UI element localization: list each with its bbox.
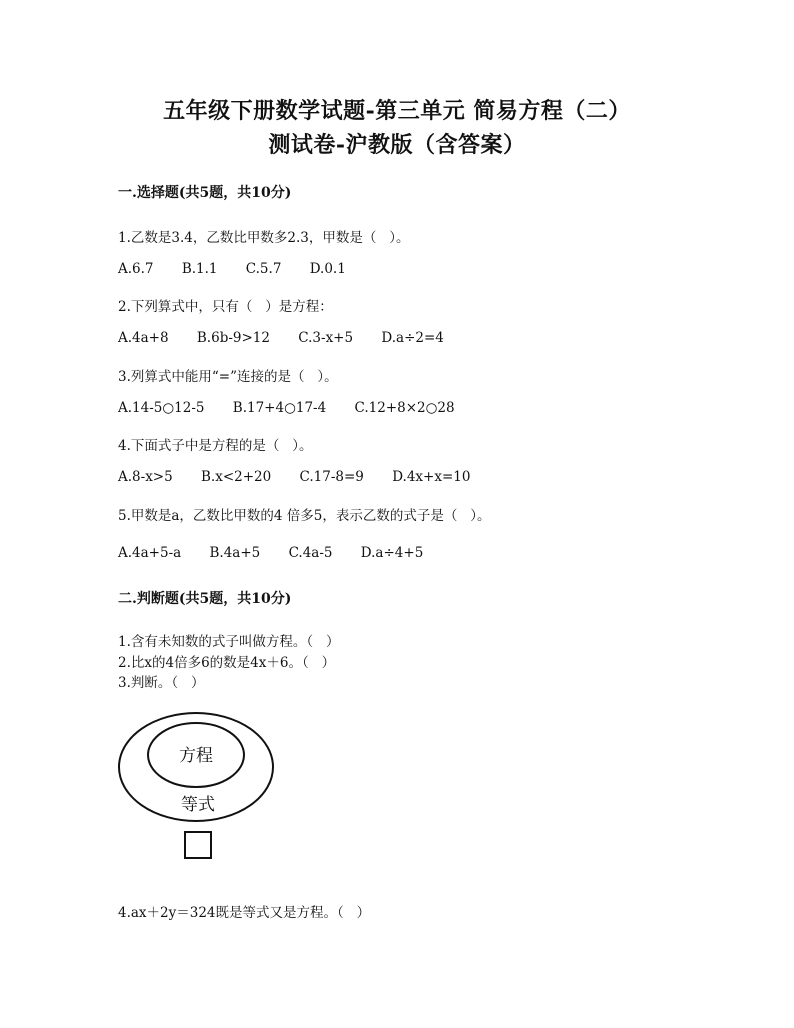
question-text: 4.下面式子中是方程的是（ ）。 — [118, 438, 313, 454]
option-b[interactable]: B.4a+5 — [209, 545, 261, 561]
question-options — [118, 545, 447, 561]
option-a[interactable]: A.4a+8 — [118, 330, 169, 346]
option-a[interactable]: A.6.7 — [118, 261, 154, 277]
option-a[interactable]: A.8-x>5 — [118, 469, 173, 485]
question-text: 1.含有未知数的式子叫做方程。（ ） — [118, 634, 340, 650]
inner-label: 方程 — [179, 746, 213, 766]
set-relationship-diagram — [116, 712, 284, 868]
option-d[interactable]: D.0.1 — [309, 261, 346, 277]
question-text: 4.ax＋2y＝324既是等式又是方程。（ ） — [118, 905, 371, 921]
option-b[interactable]: B.1.1 — [181, 261, 218, 277]
question-text: 2.下列算式中，只有（ ）是方程： — [118, 299, 333, 315]
question-text: 3.列算式中能用“=”连接的是（ ）。 — [118, 369, 338, 385]
option-d[interactable]: D.a÷2=4 — [381, 330, 444, 346]
answer-box — [185, 832, 211, 858]
question-text: 2.比x的4倍多6的数是4x＋6。（ ） — [118, 655, 336, 671]
option-d[interactable]: D.a÷4+5 — [360, 545, 424, 561]
option-b[interactable]: B.17+4○17-4 — [232, 400, 327, 416]
section-heading-true-false: 二.判断题(共5题，共10分) — [118, 591, 292, 607]
outer-label: 等式 — [181, 795, 215, 815]
question-options — [118, 261, 370, 277]
document-title-line-1: 五年级下册数学试题-第三单元 简易方程（二） — [163, 98, 631, 124]
option-a[interactable]: A.4a+5-a — [118, 545, 182, 561]
option-a[interactable]: A.14-5○12-5 — [118, 400, 205, 416]
question-text: 5.甲数是a，乙数比甲数的4 倍多5，表示乙数的式子是（ ）。 — [118, 508, 491, 524]
option-c[interactable]: C.12+8×2○28 — [354, 400, 455, 416]
section-heading-multiple-choice: 一.选择题(共5题，共10分) — [118, 185, 292, 201]
option-b[interactable]: B.6b-9>12 — [196, 330, 270, 346]
option-c[interactable]: C.4a-5 — [288, 545, 333, 561]
question-options — [118, 330, 468, 346]
document-title-line-2: 测试卷-沪教版（含答案） — [268, 132, 526, 158]
question-text: 1.乙数是3.4，乙数比甲数多2.3，甲数是（ ）。 — [118, 230, 410, 246]
question-options — [118, 400, 479, 416]
option-d[interactable]: D.4x+x=10 — [392, 469, 471, 485]
option-c[interactable]: C.5.7 — [245, 261, 282, 277]
option-c[interactable]: C.3-x+5 — [298, 330, 354, 346]
question-options — [118, 469, 494, 485]
option-c[interactable]: C.17-8=9 — [299, 469, 364, 485]
option-b[interactable]: B.x<2+20 — [201, 469, 272, 485]
question-text: 3.判断。（ ） — [118, 675, 205, 691]
